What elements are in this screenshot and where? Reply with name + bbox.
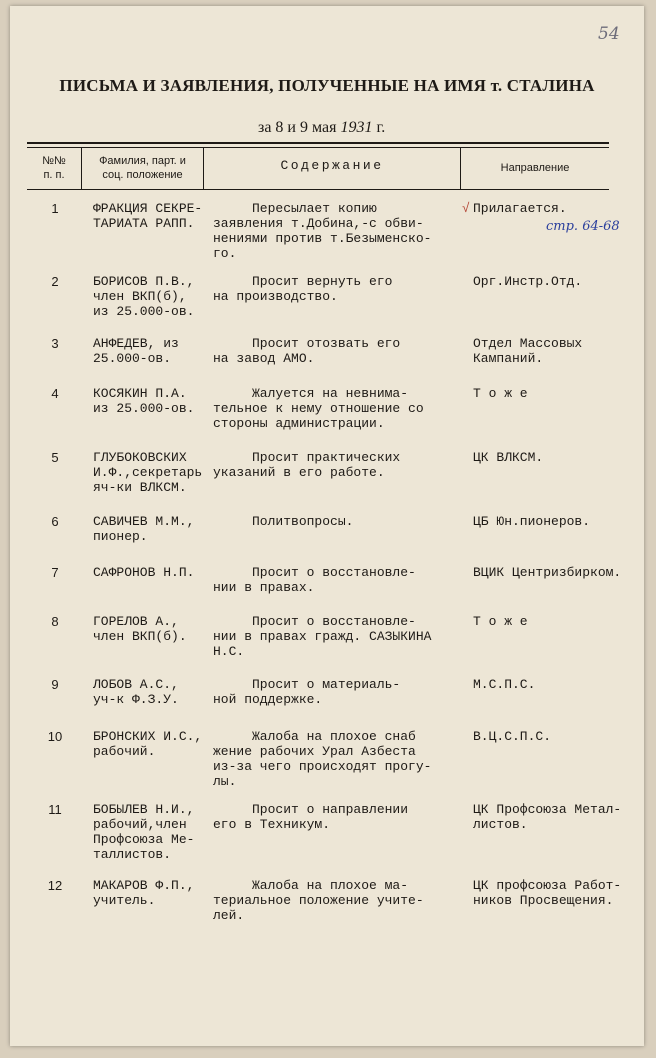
row-name: САФРОНОВ Н.П.	[93, 565, 195, 580]
check-mark: √	[462, 201, 470, 216]
row-content: Пересылает копию заявления т.Добина,-с обви- нениями против т.Безыменско- го.	[213, 201, 432, 261]
date-year: 1931	[340, 119, 373, 136]
row-name: САВИЧЕВ М.М., пионер.	[93, 514, 195, 544]
row-content: Просит практических указаний в его работе.	[213, 450, 401, 480]
page-number: 54	[598, 24, 620, 44]
row-number: 11	[48, 802, 62, 817]
row-direction: Отдел Массовых Кампаний.	[473, 336, 583, 366]
row-direction: ВЦИК Центризбирком.	[473, 565, 622, 580]
row-content: Жалуется на невнима- тельное к нему отношение со стороны администрации.	[213, 386, 424, 431]
row-direction: Т о ж е	[473, 614, 528, 629]
row-direction: ЦК Профсоюза Метал- листов.	[473, 802, 622, 832]
row-name: ГОРЕЛОВ А., член ВКП(б).	[93, 614, 187, 644]
row-direction: Орг.Инстр.Отд.	[473, 274, 583, 289]
row-name: БОБЫЛЕВ Н.И., рабочий,член Профсоюза Ме- таллистов.	[93, 802, 195, 862]
row-content: Просит о восстановле- нии в правах.	[213, 565, 416, 595]
row-content: Просит вернуть его на производство.	[213, 274, 393, 304]
row-direction: Прилагается.	[473, 201, 567, 216]
table-top-rule-thin	[27, 147, 609, 148]
row-number: 2	[51, 274, 59, 289]
document-title: ПИСЬМА И ЗАЯВЛЕНИЯ, ПОЛУЧЕННЫЕ НА ИМЯ т. СТАЛИНА	[59, 76, 595, 95]
row-content: Просит отозвать его на завод АМО.	[213, 336, 401, 366]
row-direction: ЦК ВЛКСМ.	[473, 450, 544, 465]
row-direction: Т о ж е	[473, 386, 528, 401]
table-header-rule	[27, 189, 609, 190]
row-direction: В.Ц.С.П.С.	[473, 729, 552, 744]
header-name: Фамилия, парт. и соц. положение	[99, 155, 186, 181]
row-content: Политвопросы.	[213, 514, 354, 529]
row-number: 5	[51, 450, 59, 465]
date-prefix: за 8 и 9 мая	[258, 119, 337, 136]
header-direction: Направление	[500, 162, 570, 174]
header-content: Содержание	[280, 158, 384, 173]
row-number: 8	[51, 614, 59, 629]
row-direction: ЦК профсоюза Работ- ников Просвещения.	[473, 878, 622, 908]
row-content: Просит о восстановле- нии в правах гражд. САЗЫКИНА Н.С.	[213, 614, 432, 659]
row-number: 1	[51, 201, 59, 216]
row-content: Жалоба на плохое ма- териальное положение учите- лей.	[213, 878, 424, 923]
row-content: Жалоба на плохое снаб жение рабочих Урал Азбеста из-за чего происходят прогу- лы.	[213, 729, 432, 789]
row-number: 7	[51, 565, 59, 580]
row-content: Просит о направлении его в Техникум.	[213, 802, 409, 832]
row-name: ГЛУБОКОВСКИХ И.Ф.,секретарь яч-ки ВЛКСМ.	[93, 450, 203, 495]
row-name: БОРИСОВ П.В., член ВКП(б), из 25.000-ов.	[93, 274, 195, 319]
document-page	[10, 6, 644, 1046]
row-number: 12	[47, 878, 63, 893]
row-number: 3	[51, 336, 59, 351]
row-name: АНФЕДЕВ, из 25.000-ов.	[93, 336, 179, 366]
row-content: Просит о материаль- ной поддержке.	[213, 677, 401, 707]
header-number: №№ п. п.	[42, 155, 66, 181]
document-date	[258, 119, 385, 137]
row-number: 4	[51, 386, 59, 401]
row-number: 10	[47, 729, 63, 744]
row-number: 6	[51, 514, 59, 529]
row-name: КОСЯКИН П.А. из 25.000-ов.	[93, 386, 195, 416]
row-direction: М.С.П.С.	[473, 677, 536, 692]
handwritten-page-reference: стр. 64-68	[546, 219, 620, 234]
row-name: ФРАКЦИЯ СЕКРЕ- ТАРИАТА РАПП.	[93, 201, 203, 231]
row-name: МАКАРОВ Ф.П., учитель.	[93, 878, 195, 908]
row-name: БРОНСКИХ И.С., рабочий.	[93, 729, 203, 759]
row-direction: ЦБ Юн.пионеров.	[473, 514, 591, 529]
row-number: 9	[51, 677, 59, 692]
table-top-rule	[27, 142, 609, 144]
date-year-suffix: г.	[376, 119, 386, 136]
row-name: ЛОБОВ А.С., уч-к Ф.З.У.	[93, 677, 179, 707]
